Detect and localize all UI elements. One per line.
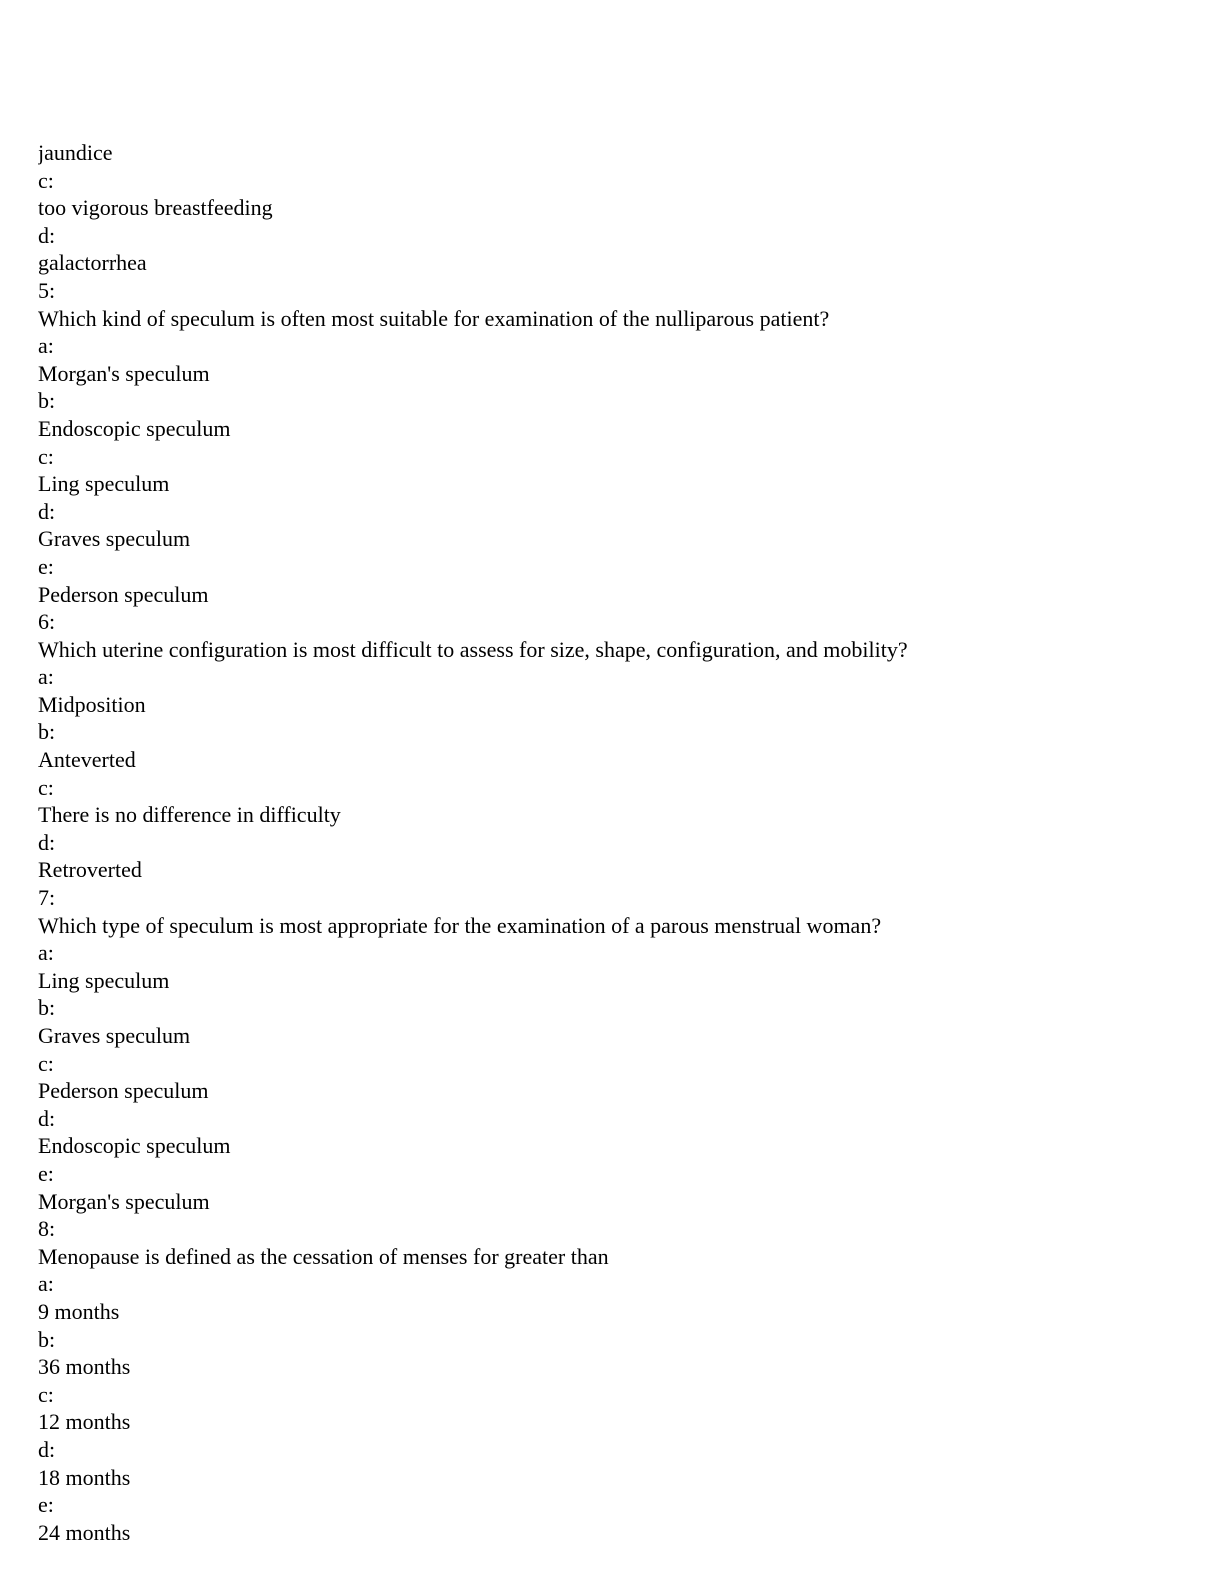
text-line: Pederson speculum: [38, 1078, 209, 1104]
text-line: Endoscopic speculum: [38, 1133, 231, 1159]
text-line: a:: [38, 664, 54, 690]
text-line: too vigorous breastfeeding: [38, 195, 273, 221]
text-line: Which uterine configuration is most difficult to assess for size, shape, configuration, and mobility?: [38, 636, 908, 662]
text-line: Graves speculum: [38, 1023, 191, 1048]
text-line: There is no difference in difficulty: [38, 802, 341, 828]
text-line: b:: [38, 995, 56, 1021]
text-line: b:: [38, 388, 56, 414]
text-line: c:: [38, 1050, 54, 1076]
text-line: d:: [38, 1105, 56, 1131]
text-line: Midposition: [38, 691, 146, 717]
text-line: a:: [38, 333, 54, 359]
text-line: Ling speculum: [38, 471, 170, 497]
text-line: d:: [38, 498, 56, 524]
text-line: e:: [38, 1160, 54, 1186]
text-line: c:: [38, 443, 54, 469]
text-line: galactorrhea: [38, 250, 147, 276]
text-line: Pederson speculum: [38, 581, 209, 607]
text-line: Anteverted: [38, 747, 136, 773]
text-line: Which kind of speculum is often most suitable for examination of the nulliparous patient?: [38, 305, 830, 331]
text-line: 24 months: [38, 1519, 131, 1545]
text-line: a:: [38, 1271, 54, 1297]
text-line: 9 months: [38, 1298, 120, 1324]
text-line: 7:: [38, 885, 56, 911]
text-line: Retroverted: [38, 857, 142, 883]
text-line: c:: [38, 774, 54, 800]
text-line: a:: [38, 940, 54, 966]
text-line: b:: [38, 1326, 56, 1352]
text-line: 12 months: [38, 1409, 131, 1435]
text-line: jaundice: [38, 140, 113, 165]
text-line: Graves speculum: [38, 526, 191, 552]
text-line: e:: [38, 1492, 54, 1518]
text-line: Which type of speculum is most appropriate for the examination of a parous menstrual woman?: [38, 912, 882, 938]
text-line: 18 months: [38, 1464, 131, 1490]
text-line: 8:: [38, 1216, 56, 1242]
text-line: Endoscopic speculum: [38, 415, 231, 441]
text-line: 5:: [38, 277, 56, 303]
text-line: c:: [38, 167, 54, 193]
text-line: d:: [38, 222, 56, 248]
text-line: Menopause is defined as the cessation of menses for greater than: [38, 1243, 609, 1269]
text-line: 36 months: [38, 1354, 131, 1380]
document-body: [38, 139, 1188, 1546]
text-line: d:: [38, 829, 56, 855]
text-line: Morgan's speculum: [38, 1188, 210, 1214]
text-line: e:: [38, 553, 54, 579]
text-line: b:: [38, 719, 56, 745]
text-line: Morgan's speculum: [38, 360, 210, 386]
text-line: Ling speculum: [38, 967, 170, 993]
text-line: c:: [38, 1381, 54, 1407]
text-line: 6:: [38, 609, 56, 635]
text-line: d:: [38, 1436, 56, 1462]
